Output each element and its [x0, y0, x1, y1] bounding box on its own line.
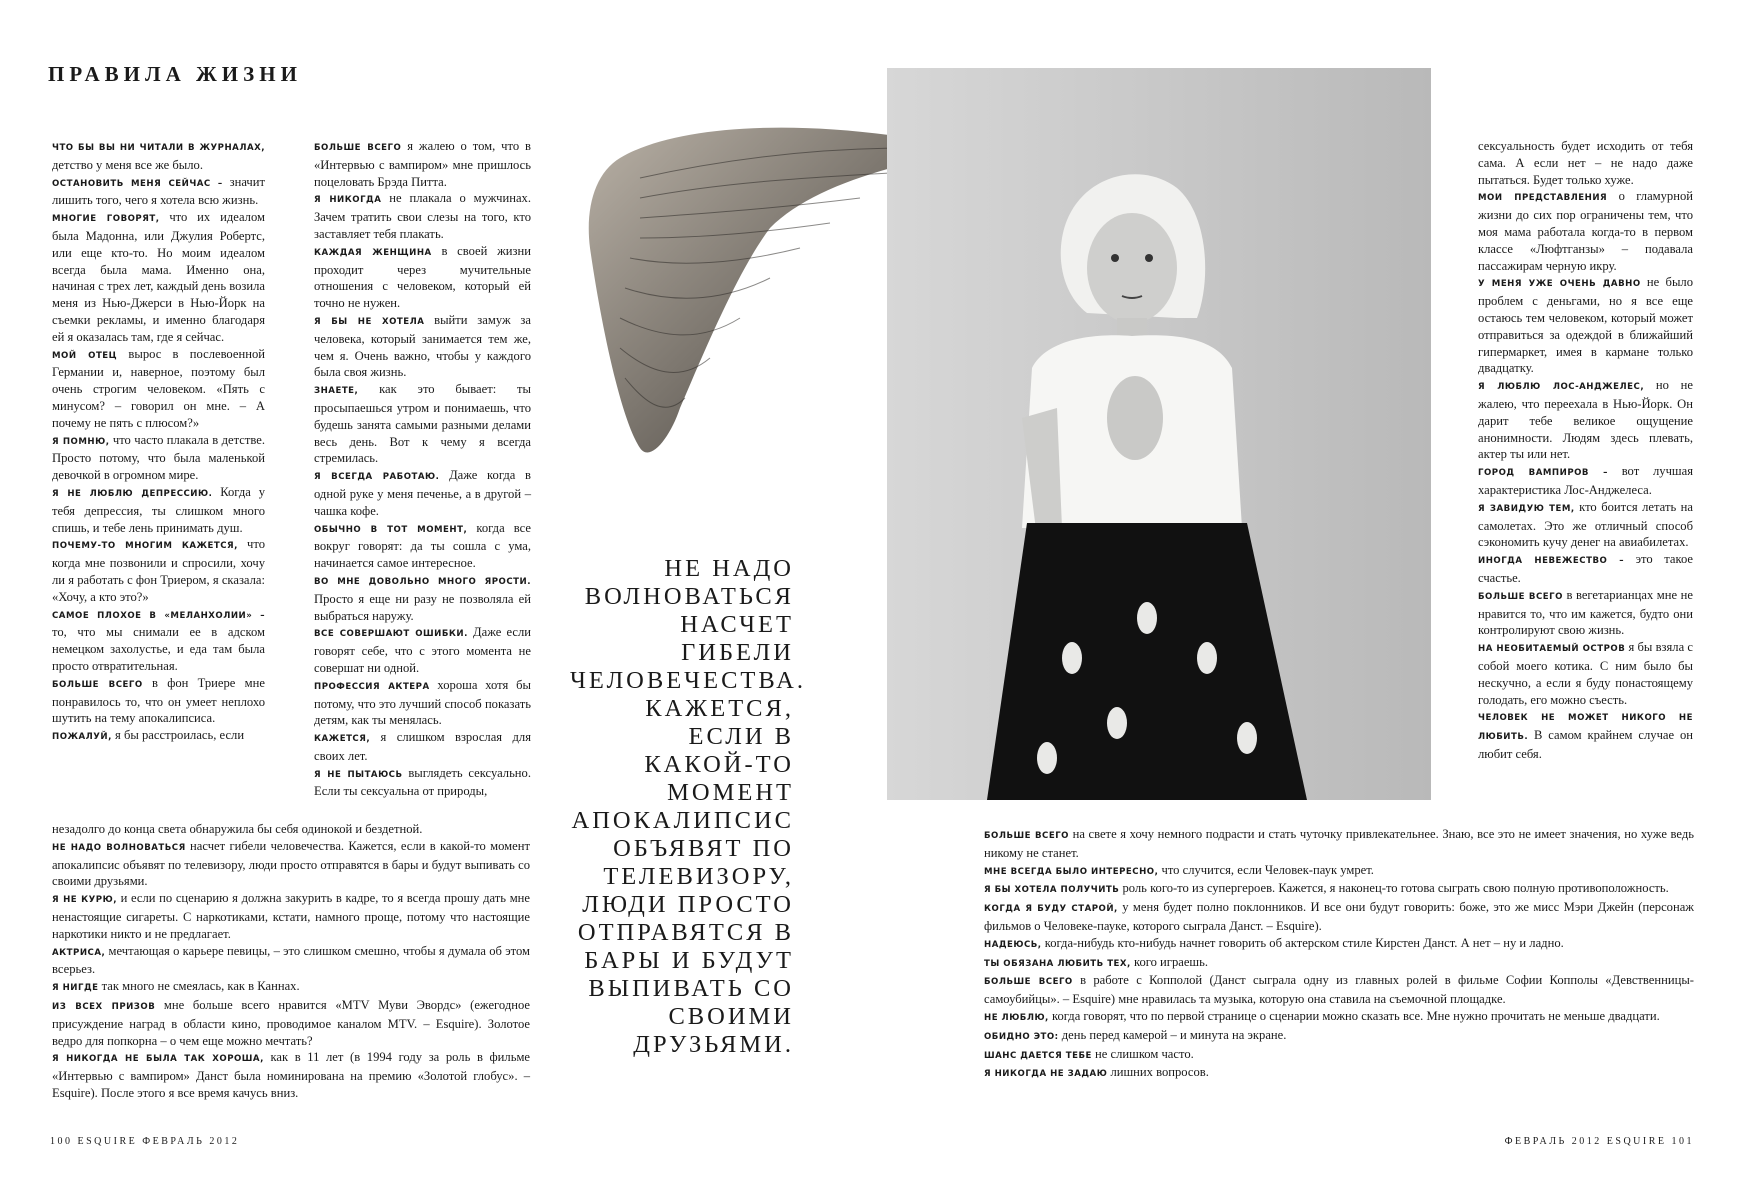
- paragraph-lead-in: Я НЕ ПЫТАЮСЬ: [314, 769, 403, 780]
- paragraph-lead-in: НЕ ЛЮБЛЮ,: [984, 1012, 1049, 1023]
- paragraph: [52, 675, 265, 727]
- paragraph-lead-in: МНЕ ВСЕГДА БЫЛО ИНТЕРЕСНО,: [984, 866, 1159, 877]
- paragraph-text: вырос в послевоенной Германии и, наверное, поэтому был очень строгим человеком. «Пять с минусом? – говорил он мне. – А почему не пять с плюсом?»: [52, 346, 265, 430]
- paragraph-lead-in: Я НЕ КУРЮ,: [52, 895, 117, 906]
- paragraph-text: что когда мне позвонили и спросили, хочу ли я работать с фон Триером, я сказала: «Хочу, а кто это?»: [52, 537, 265, 604]
- paragraph: [1478, 551, 1693, 587]
- paragraph-lead-in: НЕ НАДО ВОЛНОВАТЬСЯ: [52, 842, 186, 853]
- paragraph-lead-in: Я ЛЮБЛЮ ЛОС-АНДЖЕЛЕС,: [1478, 382, 1645, 393]
- paragraph: [984, 1027, 1694, 1046]
- paragraph-text: о гламурной жизни до сих пор ограничены тем, что моя мама работала когда-то в первом классе «Люфтганзы» – подавала пассажирам черную икру.: [1478, 189, 1693, 273]
- paragraph: [984, 954, 1694, 973]
- text-column-1: [52, 138, 265, 746]
- paragraph-text: в вегетарианцах мне не нравится то, что им кажется, будто они контролируют свою жизнь.: [1478, 587, 1693, 638]
- portrait-image: [887, 68, 1431, 800]
- paragraph: [52, 821, 530, 838]
- paragraph: [52, 174, 265, 210]
- paragraph: [52, 890, 530, 942]
- paragraph: [984, 935, 1694, 954]
- paragraph-text: Когда у тебя депрессия, ты слишком много спишь, и тебе лень принимать душ.: [52, 484, 265, 535]
- paragraph: [314, 467, 531, 519]
- paragraph: [52, 484, 265, 536]
- paragraph-text: я бы взяла с собой моего котика. С ним было бы нескучно, а если я буду понастоящему голодать, его можно съесть.: [1478, 640, 1693, 707]
- paragraph: [52, 138, 265, 174]
- wing-illustration: [580, 118, 940, 468]
- paragraph: [314, 520, 531, 572]
- paragraph: [52, 432, 265, 484]
- paragraph: [314, 765, 531, 801]
- paragraph-text: я бы расстроилась, если: [111, 728, 245, 743]
- paragraph: [52, 838, 530, 890]
- paragraph: [1478, 708, 1693, 762]
- paragraph-lead-in: ПОЧЕМУ-ТО МНОГИМ КАЖЕТСЯ,: [52, 541, 238, 552]
- paragraph-text: лишних вопросов.: [1107, 1065, 1209, 1080]
- paragraph-lead-in: ОБЫЧНО В ТОТ МОМЕНТ,: [314, 524, 468, 535]
- paragraph: [52, 727, 265, 746]
- paragraph-text: у меня будет полно поклонников. И все они будут говорить: боже, это же мисс Мэри Джейн (персонаж фильмов о Человеке-пауке, которого сыграла Данст. – Esquire).: [984, 900, 1694, 933]
- paragraph: [314, 381, 531, 467]
- paragraph-lead-in: МОИ ПРЕДСТАВЛЕНИЯ: [1478, 193, 1608, 204]
- paragraph-lead-in: ИНОГДА НЕВЕЖЕСТВО –: [1478, 556, 1625, 567]
- paragraph-lead-in: У МЕНЯ УЖЕ ОЧЕНЬ ДАВНО: [1478, 279, 1641, 290]
- paragraph-lead-in: Я НЕ ЛЮБЛЮ ДЕПРЕССИЮ.: [52, 488, 213, 499]
- paragraph-text: выйти замуж за человека, который занимается тем же, чем я. Очень важно, чтобы у каждого была своя жизнь.: [314, 312, 531, 380]
- paragraph-text: в фон Триере мне понравилось то, что он умеет неплохо шутить на тему апокалипсиса.: [52, 675, 265, 726]
- paragraph: [1478, 499, 1693, 551]
- paragraph-text: то, что мы снимали ее в адском немецком захолустье, и еда там была просто отвратительная.: [52, 625, 265, 673]
- paragraph: [52, 1049, 530, 1101]
- paragraph-lead-in: БОЛЬШЕ ВСЕГО: [1478, 591, 1563, 602]
- paragraph-lead-in: Я ПОМНЮ,: [52, 436, 110, 447]
- paragraph-text: не было проблем с деньгами, но я все еще остаюсь тем человеком, который может отправиться за одеждой в ближайший гипермаркет, имея в кармане только двадцатку.: [1478, 275, 1694, 376]
- paragraph-lead-in: КАЖЕТСЯ,: [314, 734, 371, 745]
- paragraph: [314, 190, 531, 242]
- text-column-3: [1478, 138, 1693, 763]
- paragraph: [1478, 587, 1693, 639]
- folio-left: 100 ESQUIRE ФЕВРАЛЬ 2012: [50, 1136, 240, 1147]
- paragraph-text: я слишком взрослая для своих лет.: [314, 730, 531, 763]
- text-wide-right: [984, 826, 1694, 1083]
- paragraph-lead-in: ТЫ ОБЯЗАНА ЛЮБИТЬ ТЕХ,: [984, 958, 1131, 969]
- text-wide-left: [52, 821, 530, 1102]
- paragraph-lead-in: НАДЕЮСЬ,: [984, 939, 1042, 950]
- paragraph-lead-in: БОЛЬШЕ ВСЕГО: [984, 977, 1073, 988]
- paragraph: [52, 209, 265, 345]
- paragraph-lead-in: КАЖДАЯ ЖЕНЩИНА: [314, 247, 432, 258]
- paragraph-lead-in: ЗНАЕТЕ,: [314, 386, 359, 397]
- section-title: ПРАВИЛА ЖИЗНИ: [48, 62, 302, 86]
- paragraph-text: в своей жизни проходит через мучительные отношения с человеком, который ей точно не нужен.: [314, 243, 531, 311]
- paragraph: [984, 899, 1694, 935]
- paragraph-lead-in: Я НИГДЕ: [52, 983, 99, 994]
- paragraph-lead-in: Я БЫ ХОТЕЛА ПОЛУЧИТЬ: [984, 885, 1120, 896]
- paragraph-lead-in: МНОГИЕ ГОВОРЯТ,: [52, 214, 160, 225]
- portrait-photo: [887, 68, 1431, 800]
- paragraph: [984, 1008, 1694, 1027]
- pull-quote: НЕ НАДО ВОЛНОВАТЬСЯ НАСЧЕТ ГИБЕЛИ ЧЕЛОВЕЧЕСТВА. КАЖЕТСЯ, ЕСЛИ В КАКОЙ-ТО МОМЕНТ АПОКАЛИПСИС ОБЪЯВЯТ ПО ТЕЛЕВИЗОРУ, ЛЮДИ ПРОСТО ОТПРАВЯТСЯ В БАРЫ И БУДУТ ВЫПИВАТЬ СО СВОИМИ ДРУЗЬЯМИ.: [570, 555, 806, 1058]
- paragraph-text: когда говорят, что по первой странице о сценарии можно сказать все. Мне нужно прочитать не меньше двадцати.: [1048, 1008, 1660, 1023]
- folio-right: ФЕВРАЛЬ 2012 ESQUIRE 101: [1504, 1136, 1694, 1147]
- paragraph-lead-in: Я БЫ НЕ ХОТЕЛА: [314, 316, 425, 327]
- paragraph-lead-in: ПРОФЕССИЯ АКТЕРА: [314, 681, 430, 692]
- paragraph-lead-in: НА НЕОБИТАЕМЫЙ ОСТРОВ: [1478, 644, 1626, 655]
- paragraph: [314, 677, 531, 729]
- paragraph: [52, 536, 265, 605]
- paragraph-text: как в 11 лет (в 1994 году за роль в фильме «Интервью с вампиром» Данст была номинирована на премию «Золотой глобус». – Esquire). После этого я все время качусь вниз.: [52, 1050, 531, 1100]
- paragraph-text: незадолго до конца света обнаружила бы себя одинокой и бездетной.: [52, 822, 423, 836]
- paragraph-lead-in: ВО МНЕ ДОВОЛЬНО МНОГО ЯРОСТИ.: [314, 576, 531, 587]
- paragraph-text: выглядеть сексуально. Если ты сексуальна от природы,: [314, 765, 531, 799]
- paragraph: [984, 826, 1694, 862]
- paragraph-text: Просто я еще ни разу не позволяла ей выбраться наружу.: [314, 591, 531, 623]
- paragraph-text: когда-нибудь кто-нибудь начнет говорить об актерском стиле Кирстен Данст. А нет – ну и ладно.: [1041, 935, 1564, 950]
- paragraph-lead-in: ОБИДНО ЭТО:: [984, 1031, 1059, 1042]
- paragraph-text: но не жалею, что переехала в Нью-Йорк. Он дарит тебе великое ощущение анонимности. Людям здесь плевать, актер ты или нет.: [1478, 378, 1693, 462]
- paragraph-text: Даже если говорят себе, что с этого момента не совершат ни одной.: [314, 625, 531, 675]
- paragraph: [314, 312, 531, 381]
- paragraph: [314, 243, 531, 312]
- paragraph-text: это такое счастье.: [1478, 552, 1694, 585]
- paragraph-lead-in: АКТРИСА,: [52, 947, 106, 958]
- paragraph-lead-in: Я НИКОГДА: [314, 195, 382, 206]
- paragraph-text: кого играешь.: [1130, 954, 1209, 969]
- paragraph-text: значит лишить того, чего я хотела всю жизнь.: [52, 174, 265, 208]
- paragraph: [52, 978, 530, 997]
- paragraph-lead-in: БОЛЬШЕ ВСЕГО: [52, 679, 143, 690]
- paragraph-text: насчет гибели человечества. Кажется, если в какой-то момент апокалипсис объявят по телевизору, люди просто отправятся в бары и будут выпивать со своими друзьями.: [52, 838, 530, 889]
- paragraph-lead-in: КОГДА Я БУДУ СТАРОЙ,: [984, 904, 1118, 915]
- paragraph: [1478, 639, 1693, 708]
- paragraph-lead-in: Я НИКОГДА НЕ ЗАДАЮ: [984, 1069, 1108, 1080]
- paragraph-text: кто боится летать на самолетах. Это же отличный способ сэкономить кучу денег на авиабилетах.: [1478, 499, 1693, 550]
- paragraph: [1478, 377, 1693, 463]
- paragraph: [1478, 274, 1693, 377]
- paragraph-text: так много не смеялась, как в Каннах.: [98, 979, 300, 994]
- paragraph-text: когда все вокруг говорят: да ты сошла с ума, начинается самое интересное.: [314, 520, 531, 571]
- paragraph-text: что случится, если Человек-паук умрет.: [1158, 862, 1374, 877]
- paragraph-text: как это бывает: ты просыпаешься утром и понимаешь, что будешь занята самыми разными делами весь день. Вот к чему я всегда стремилась.: [314, 382, 531, 466]
- paragraph-text: я жалею о том, что в «Интервью с вампиром» мне пришлось поцеловать Брэда Питта.: [314, 139, 531, 189]
- paragraph-text: вот лучшая характеристика Лос-Анджелеса.: [1478, 464, 1693, 497]
- paragraph-text: что их идеалом была Мадонна, или Джулия Робертс, или еще кто-то. Но моим идеалом всегда была мама. Именно она, начиная с трех лет, каждый день возила меня из Нью-Джерси в Нью-Йорк на съемки рекламы, и именно благодаря ей я оказалась там, где я сейчас.: [52, 210, 265, 344]
- paragraph: [314, 572, 531, 624]
- paragraph-text: мне больше всего нравится «MTV Муви Эвордс» (ежегодное присуждение наград в области кино, проводимое каналом MTV. – Esquire). Золотое ведро для попкорна – о чем еще можно мечтать?: [52, 997, 531, 1048]
- paragraph-lead-in: БОЛЬШЕ ВСЕГО: [984, 831, 1069, 841]
- paragraph-text: хороша хотя бы потому, что это лучший способ показать детям, как ты менялась.: [314, 677, 531, 728]
- paragraph: [52, 346, 265, 432]
- paragraph-text: в работе с Копполой (Данст сыграла одну из главных ролей в фильме Софии Копполы «Девственницы-самоубийцы». – Esquire) мне нравилась та музыка, которую она ставила на съемочной площадке.: [984, 973, 1694, 1007]
- paragraph-text: Даже когда в одной руке у меня печенье, а в другой – чашка кофе.: [314, 468, 532, 518]
- paragraph-lead-in: Я НИКОГДА НЕ БЫЛА ТАК ХОРОША,: [52, 1054, 264, 1065]
- paragraph-lead-in: МОЙ ОТЕЦ: [52, 350, 118, 361]
- paragraph-text: В самом крайнем случае он любит себя.: [1478, 728, 1693, 761]
- paragraph-text: не слишком часто.: [1091, 1046, 1194, 1061]
- paragraph: [314, 624, 531, 676]
- paragraph: [52, 997, 530, 1049]
- paragraph: [984, 880, 1694, 899]
- paragraph-lead-in: САМОЕ ПЛОХОЕ В «МЕЛАНХОЛИИ» –: [52, 610, 265, 621]
- paragraph-lead-in: ГОРОД ВАМПИРОВ –: [1478, 468, 1608, 479]
- paragraph-text: детство у меня все же было.: [52, 157, 203, 172]
- paragraph-text: день перед камерой – и минута на экране.: [1058, 1027, 1287, 1042]
- paragraph: [1478, 188, 1693, 274]
- paragraph-text: и если по сценарию я должна закурить в кадре, то я всегда прошу дать мне ненастоящие сигареты. С наркотиками, кстати, намного проще, потому что настоящие наркотики никто и не предлагает.: [52, 891, 530, 941]
- paragraph-text: сексуальность будет исходить от тебя сама. А если нет – не надо даже пытаться. Будет только хуже.: [1478, 139, 1693, 187]
- text-column-2: [314, 138, 531, 800]
- paragraph-lead-in: ОСТАНОВИТЬ МЕНЯ СЕЙЧАС –: [52, 178, 223, 189]
- paragraph-text: мечтающая о карьере певицы, – это слишком смешно, чтобы я думала об этом всерьез.: [52, 943, 530, 977]
- paragraph-text: что часто плакала в детстве. Просто потому, что была маленькой девочкой в огромном мире.: [52, 432, 265, 483]
- paragraph-lead-in: ВСЕ СОВЕРШАЮТ ОШИБКИ.: [314, 629, 468, 640]
- paragraph: [52, 943, 530, 979]
- paragraph-text: на свете я хочу немного подрасти и стать чуточку привлекательнее. Знаю, все это не имеет значения, но хуже ведь никому не станет.: [984, 827, 1694, 860]
- paragraph-lead-in: Я ЗАВИДУЮ ТЕМ,: [1478, 503, 1575, 514]
- paragraph: [984, 862, 1694, 881]
- paragraph-lead-in: ШАНС ДАЕТСЯ ТЕБЕ: [984, 1050, 1092, 1061]
- paragraph: [984, 972, 1694, 1008]
- paragraph-lead-in: БОЛЬШЕ ВСЕГО: [314, 143, 402, 153]
- paragraph-text: роль кого-то из супергероев. Кажется, я наконец-то готова сыграть свою полную противоположность.: [1119, 881, 1669, 896]
- paragraph-lead-in: ЧТО БЫ ВЫ НИ ЧИТАЛИ В ЖУРНАЛАХ,: [52, 143, 265, 153]
- paragraph: [984, 1046, 1694, 1065]
- paragraph-lead-in: ПОЖАЛУЙ,: [52, 732, 112, 743]
- paragraph-text: не плакала о мужчинах. Зачем тратить свои слезы на того, кто заставляет тебя плакать.: [314, 191, 531, 241]
- paragraph-lead-in: ЧЕЛОВЕК НЕ МОЖЕТ НИКОГО НЕ ЛЮБИТЬ.: [1478, 713, 1693, 743]
- paragraph: [314, 729, 531, 765]
- paragraph: [1478, 138, 1693, 188]
- paragraph-lead-in: Я ВСЕГДА РАБОТАЮ.: [314, 472, 440, 483]
- paragraph-lead-in: ИЗ ВСЕХ ПРИЗОВ: [52, 1001, 156, 1012]
- paragraph: [52, 606, 265, 675]
- paragraph: [984, 1064, 1694, 1083]
- paragraph: [1478, 463, 1693, 499]
- paragraph: [314, 138, 531, 190]
